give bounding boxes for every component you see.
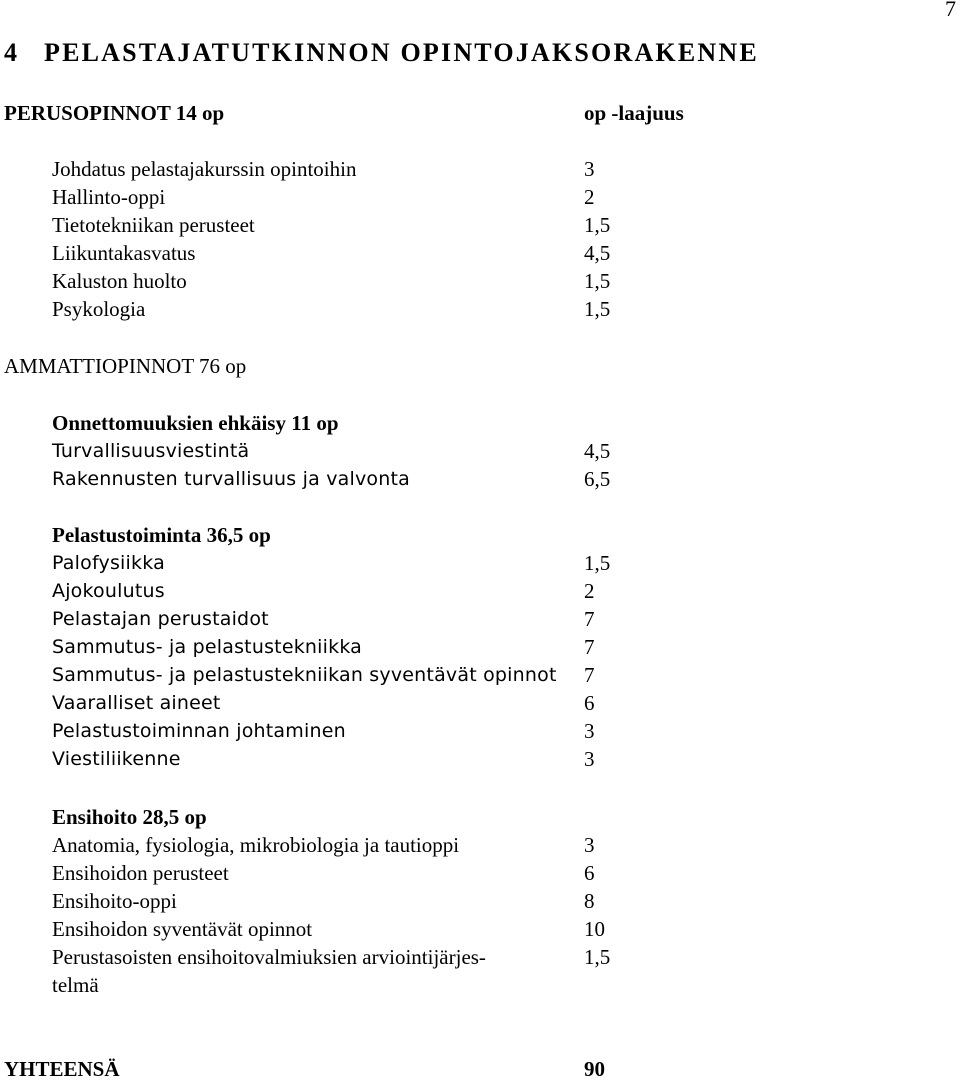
page-number: 7: [945, 0, 956, 21]
course-name: Turvallisuusviestintä: [52, 440, 250, 462]
group-title: Pelastustoiminta 36,5 op: [52, 523, 271, 547]
course-name: Ajokoulutus: [52, 580, 165, 602]
course-name: Psykologia: [52, 297, 146, 321]
course-op: 7: [584, 635, 595, 659]
course-name: Rakennusten turvallisuus ja valvonta: [52, 468, 410, 490]
course-name: Viestiliikenne: [52, 748, 181, 770]
course-op: 4,5: [584, 439, 611, 463]
course-op: 1,5: [584, 213, 611, 237]
perusopinnot-heading: PERUSOPINNOT 14 op: [4, 101, 225, 125]
course-op: 6: [584, 861, 595, 885]
course-name-line1: Perustasoisten ensihoitovalmiuksien arviointijärjes-: [52, 945, 486, 969]
total-value: 90: [584, 1057, 605, 1081]
course-name: Palofysiikka: [52, 552, 165, 574]
group-title: Onnettomuuksien ehkäisy 11 op: [52, 411, 339, 435]
course-name: Hallinto-oppi: [52, 185, 166, 209]
ammattiopinnot-heading: AMMATTIOPINNOT 76 op: [4, 354, 247, 378]
course-name: Johdatus pelastajakurssin opintoihin: [52, 157, 357, 181]
course-name: Kaluston huolto: [52, 269, 187, 293]
course-name: Liikuntakasvatus: [52, 241, 196, 265]
course-op: 3: [584, 833, 595, 857]
chapter-heading: [4, 38, 759, 68]
course-name: Tietotekniikan perusteet: [52, 213, 255, 237]
course-op: 8: [584, 889, 595, 913]
course-name: Pelastustoiminnan johtaminen: [52, 720, 346, 742]
course-name: Ensihoidon syventävät opinnot: [52, 917, 313, 941]
course-op: 7: [584, 607, 595, 631]
course-op: 10: [584, 917, 605, 941]
chapter-number: 4: [4, 38, 20, 67]
course-op: 7: [584, 663, 595, 687]
total-label: YHTEENSÄ: [4, 1057, 120, 1081]
course-op: 2: [584, 185, 595, 209]
course-name: Sammutus- ja pelastustekniikan syventävät opinnot: [52, 664, 557, 686]
course-op: 1,5: [584, 297, 611, 321]
course-op: 6: [584, 691, 595, 715]
course-name-line2: telmä: [52, 973, 99, 997]
course-op: 3: [584, 157, 595, 181]
chapter-title: PELASTAJATUTKINNON OPINTOJAKSORAKENNE: [44, 38, 759, 67]
course-name: Pelastajan perustaidot: [52, 608, 269, 630]
course-op: 6,5: [584, 467, 611, 491]
course-name: Vaaralliset aineet: [52, 692, 221, 714]
course-name: Ensihoidon perusteet: [52, 861, 229, 885]
op-column-label: op -laajuus: [584, 101, 684, 125]
course-op: 1,5: [584, 269, 611, 293]
course-op: 1,5: [584, 945, 611, 969]
group-title: Ensihoito 28,5 op: [52, 805, 207, 829]
course-op: 4,5: [584, 241, 611, 265]
course-name: Ensihoito-oppi: [52, 889, 177, 913]
course-name: Sammutus- ja pelastustekniikka: [52, 636, 363, 658]
course-name: Anatomia, fysiologia, mikrobiologia ja tautioppi: [52, 833, 460, 857]
course-op: 3: [584, 747, 595, 771]
course-op: 3: [584, 719, 595, 743]
course-op: 1,5: [584, 551, 611, 575]
course-op: 2: [584, 579, 595, 603]
